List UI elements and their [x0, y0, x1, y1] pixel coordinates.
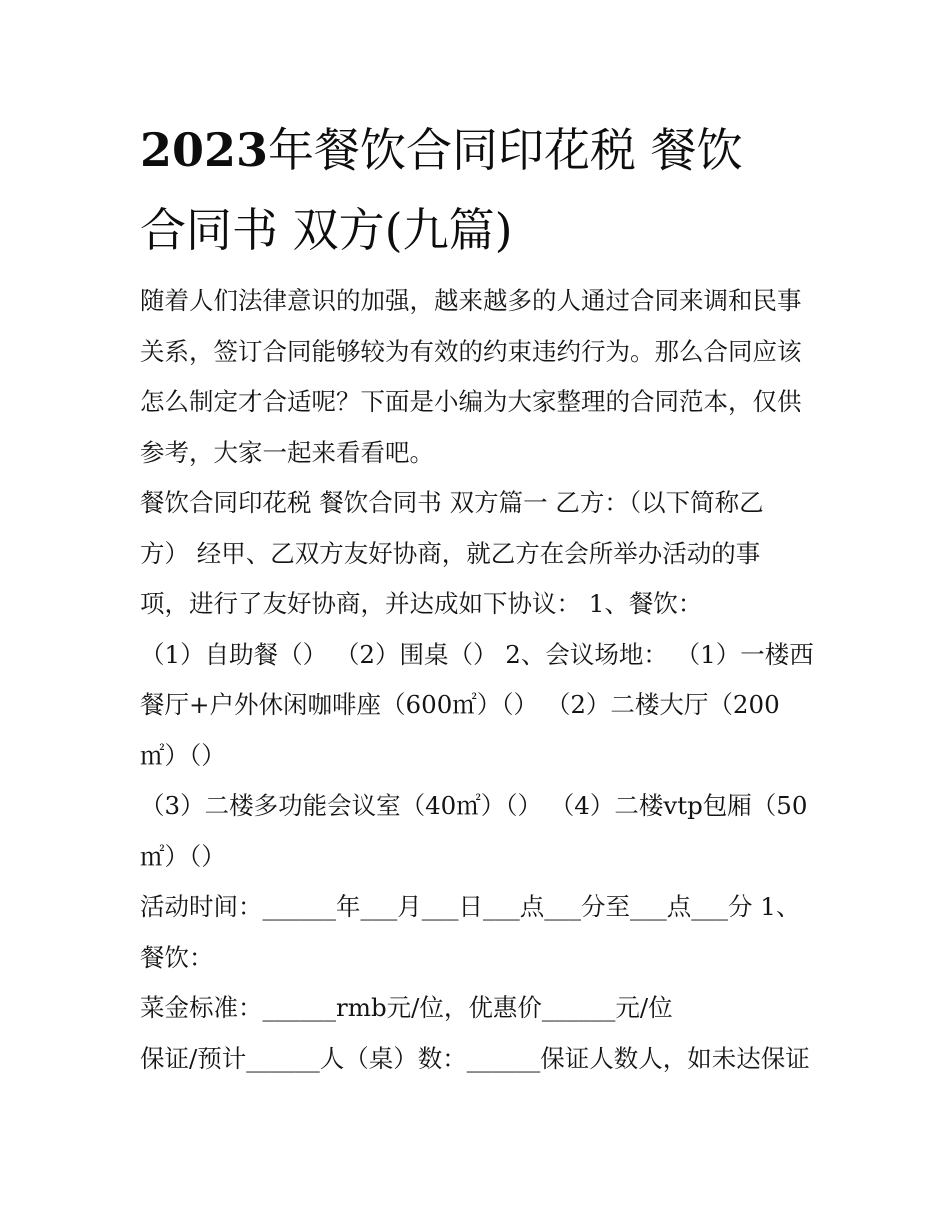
text-line: 活动时间：______年___月___日___点___分至___点___分 1、 — [140, 892, 801, 921]
paragraph-venue-options-2 — [140, 781, 820, 882]
title-line-1-rest: 年餐饮合同印花税 餐饮 — [268, 123, 743, 177]
paragraph-contract-intro — [140, 478, 820, 630]
text-line: （3）二楼多功能会议室（40㎡）（） （4）二楼vtp包厢（50 — [140, 791, 808, 820]
paragraph-guest-count — [140, 1034, 820, 1085]
text-line: 菜金标准：______rmb元/位，优惠价______元/位 — [140, 993, 673, 1022]
text-line: 餐饮合同印花税 餐饮合同书 双方篇一 乙方：（以下简称乙 — [140, 488, 764, 517]
text-line: 关系，签订合同能够较为有效的约束违约行为。那么合同应该 — [140, 336, 802, 366]
paragraph-meal-price — [140, 983, 820, 1034]
text-line: 餐厅+户外休闲咖啡座（600㎡）（） （2）二楼大厅（200 — [140, 690, 780, 719]
text-line: ㎡）（） — [140, 740, 226, 770]
text-line: 餐饮： — [140, 942, 214, 972]
text-line: 随着人们法律意识的加强，越来越多的人通过合同来调和民事 — [140, 286, 802, 315]
text-line: 参考，大家一起来看看吧。 — [140, 437, 434, 467]
paragraph-intro — [140, 276, 820, 478]
text-line: （1）自助餐（） （2）围桌（） 2、会议场地： （1）一楼西 — [140, 639, 814, 669]
document-body — [140, 276, 820, 1084]
text-line: 方） 经甲、乙双方友好协商，就乙方在会所举办活动的事 — [140, 538, 761, 568]
text-line: 怎么制定才合适呢？下面是小编为大家整理的合同范本，仅供 — [140, 387, 802, 416]
text-line: 保证/预计______人（桌）数：______保证人数人，如未达保证 — [140, 1043, 810, 1073]
paragraph-venue-options — [140, 630, 820, 782]
title-line-2: 合同书 双方(九篇) — [140, 203, 513, 257]
title-line-1 — [140, 123, 743, 177]
title-year: 2023 — [140, 123, 269, 177]
text-line: 项，进行了友好协商，并达成如下协议： 1、餐饮： — [140, 589, 703, 618]
document-title — [140, 110, 840, 270]
text-line: ㎡）（） — [140, 841, 226, 871]
paragraph-event-time — [140, 882, 820, 983]
